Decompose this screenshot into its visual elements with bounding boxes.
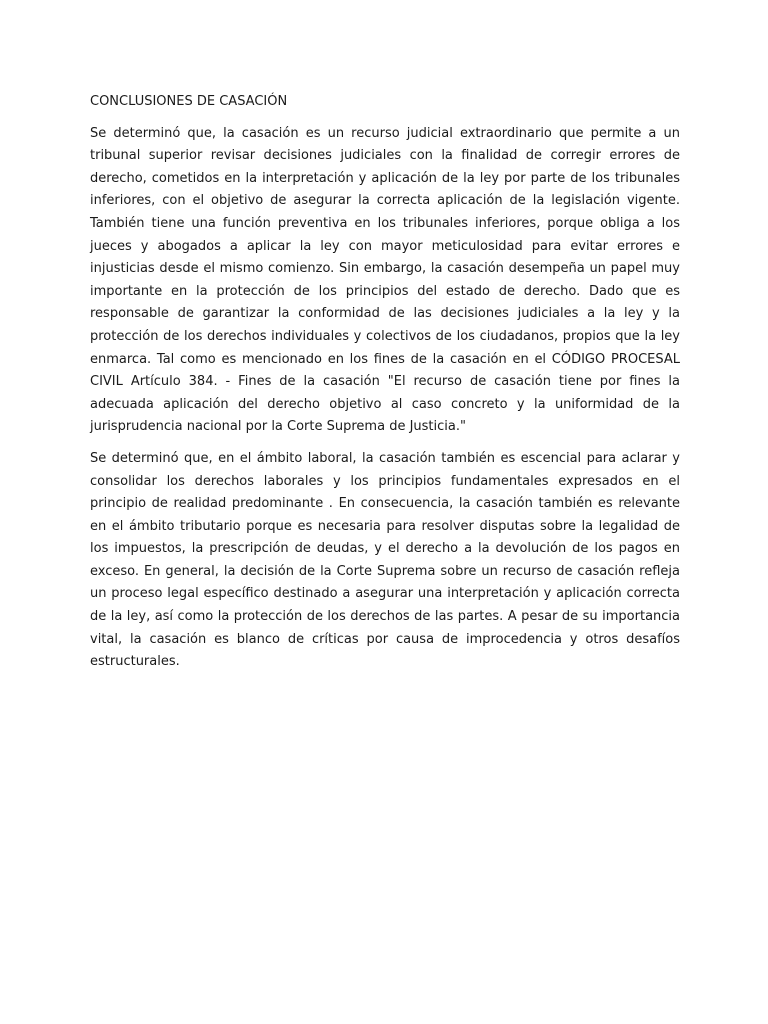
paragraph-casacion-definicion: Se determinó que, la casación es un recurso judicial extraordinario que permite a un tribunal superior revisar decisiones judiciales con la finalidad de corregir errores de derecho, cometidos en la interpretación y aplicación de la ley por parte de los tribunales inferiores, con el objetivo de asegurar la correcta aplicación de la legislación vigente. También tiene una función preventiva en los tribunales inferiores, porque obliga a los jueces y abogados a aplicar la ley con mayor meticulosidad para evitar errores e injusticias desde el mismo comienzo. Sin embargo, la casación desempeña un papel muy importante en la protección de los principios del estado de derecho. Dado que es responsable de garantizar la conformidad de las decisiones judiciales a la ley y la protección de los derechos individuales y colectivos de los ciudadanos, propios que la ley enmarca. Tal como es mencionado en los fines de la casación en el CÓDIGO PROCESAL CIVIL Artículo 384. - Fines de la casación "El recurso de casación tiene por fines la adecuada aplicación del derecho objetivo al caso concreto y la uniformidad de la jurisprudencia nacional por la Corte Suprema de Justicia." (90, 125, 680, 435)
document-page (90, 91, 680, 683)
paragraph-casacion-ambitos: Se determinó que, en el ámbito laboral, la casación también es escencial para aclarar y consolidar los derechos laborales y los principios fundamentales expresados en el principio de realidad predominante . En consecuencia, la casación también es relevante en el ámbito tributario porque es necesaria para resolver disputas sobre la legalidad de los impuestos, la prescripción de deudas, y el derecho a la devolución de los pagos en exceso. En general, la decisión de la Corte Suprema sobre un recurso de casación refleja un proceso legal específico destinado a asegurar una interpretación y aplicación correcta de la ley, así como la protección de los derechos de las partes. A pesar de su importancia vital, la casación es blanco de críticas por causa de improcedencia y otros desafíos estructurales. (90, 450, 680, 670)
document-title: CONCLUSIONES DE CASACIÓN (90, 94, 288, 109)
